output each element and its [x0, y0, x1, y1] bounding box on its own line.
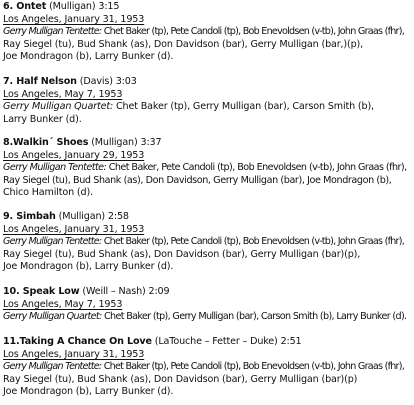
- track-number: 10.: [3, 286, 20, 297]
- track-title: Simbah: [16, 211, 56, 222]
- track-duration: 2:09: [148, 286, 170, 297]
- track-entry-9: [3, 211, 413, 274]
- track-entry-11: [3, 336, 413, 399]
- personnel-line: Ray Siegel (tu), Bud Shank (as), Don Davidson (bar), Gerry Mulligan (bar,)(p),: [3, 38, 364, 50]
- track-title-line: [3, 286, 413, 299]
- track-duration: 3:37: [140, 137, 162, 148]
- track-title-line: [3, 211, 413, 224]
- track-number: 6.: [3, 1, 14, 12]
- track-number: 7.: [3, 76, 14, 87]
- recording-location: Los Angeles, January 31, 1953: [3, 13, 145, 25]
- track-duration: 2:58: [107, 211, 129, 222]
- recording-location: Los Angeles, January 31, 1953: [3, 223, 145, 235]
- personnel-line: Ray Siegel (tu), Bud Shank (as), Don Davidson, Gerry Mulligan (bar), Joe Mondragon (b),: [3, 174, 392, 186]
- ensemble-name: Gerry Mulligan Tentette:: [3, 162, 107, 174]
- track-composer: (Mulligan): [58, 211, 105, 222]
- recording-location: Los Angeles, May 7, 1953: [3, 298, 123, 310]
- track-title: Ontet: [16, 1, 47, 12]
- ensemble-name: Gerry Mulligan Quartet:: [3, 311, 102, 323]
- track-title: Half Nelson: [16, 76, 77, 87]
- personnel-line: Chet Baker (tp), Gerry Mulligan (bar), Carson Smith (b),: [115, 101, 374, 113]
- ensemble-name: Gerry Mulligan Tentette:: [3, 361, 102, 373]
- track-duration: 3:15: [98, 1, 120, 12]
- track-title-line: [3, 137, 413, 150]
- track-duration: 3:03: [115, 76, 137, 87]
- track-title: Speak Low: [22, 286, 80, 297]
- track-entry-6: [3, 1, 413, 64]
- track-title: Walkin´ Shoes: [13, 137, 89, 148]
- personnel-line: Joe Mondragon (b), Larry Bunker (d).: [3, 386, 174, 398]
- personnel-line: Chet Baker (tp), Pete Candoli (tp), Bob Enevoldsen (v-tb), John Graas (fhr),: [103, 361, 405, 373]
- recording-location: Los Angeles, January 29, 1953: [3, 149, 145, 161]
- personnel-line: Larry Bunker (d).: [3, 113, 82, 125]
- personnel-line: Chet Baker (tp), Pete Candoli (tp), Bob Enevoldsen (v-tb), John Graas (fhr),: [103, 26, 405, 38]
- personnel-line: Chico Hamilton (d).: [3, 187, 93, 199]
- track-title-line: [3, 1, 413, 14]
- personnel-line: Ray Siegel (tu), Bud Shank (as), Don Davidson (bar), Gerry Mulligan (bar)(p): [3, 373, 358, 385]
- track-entry-8: [3, 137, 413, 200]
- track-title-line: [3, 336, 413, 349]
- personnel-line: Chet Baker (tp), Gerry Mulligan (bar), Carson Smith (b), Larry Bunker (d).: [103, 311, 407, 323]
- recording-location: Los Angeles, January 31, 1953: [3, 348, 145, 360]
- personnel-line: Joe Mondragon (b), Larry Bunker (d).: [3, 51, 174, 63]
- recording-location: Los Angeles, May 7, 1953: [3, 88, 123, 100]
- track-number: 9.: [3, 211, 14, 222]
- personnel-line: Joe Mondragon (b), Larry Bunker (d).: [3, 261, 174, 273]
- track-title-line: [3, 76, 413, 89]
- track-composer: (Mulligan): [91, 137, 138, 148]
- track-composer: (Mulligan): [49, 1, 96, 12]
- ensemble-name: Gerry Mulligan Tentette:: [3, 26, 102, 38]
- track-number: 11.: [3, 336, 20, 347]
- ensemble-name: Gerry Mulligan Tentette:: [3, 236, 102, 248]
- track-composer: (Weill – Nash): [82, 286, 146, 297]
- track-title: Taking A Chance On Love: [19, 336, 152, 347]
- personnel-line: Chet Baker (tp), Pete Candoli (tp), Bob Enevoldsen (v-tb), John Graas (fhr),: [103, 236, 405, 248]
- track-composer: (Davis): [79, 76, 113, 87]
- track-composer: (LaTouche – Fetter – Duke): [154, 336, 278, 347]
- personnel-line: Chet Baker, Pete Candoli (tp), Bob Enevoldsen (v-tb), John Graas (fhr),: [108, 162, 407, 174]
- personnel-line: Ray Siegel (tu), Bud Shank (as), Don Davidson (bar), Gerry Mulligan (bar)(p),: [3, 248, 361, 260]
- track-entry-7: [3, 76, 413, 126]
- track-entry-10: [3, 286, 413, 324]
- ensemble-name: Gerry Mulligan Quartet:: [3, 101, 114, 113]
- track-duration: 2:51: [280, 336, 302, 347]
- track-number: 8.: [3, 137, 14, 148]
